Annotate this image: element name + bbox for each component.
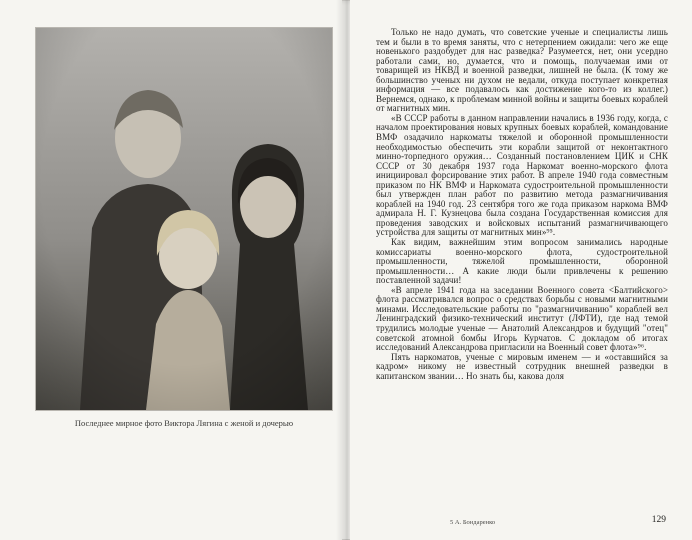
paragraph-1: Только не надо думать, что советские ученые и специалисты лишь тем и были в то время заняты, что с нетерпением ожидали: чего же еще новенького раздобудет для нас разведка? Разумеется, нет, они усердно работали сами, но, думается, что и помощь, получаемая ими от товарищей из НКВД и военной разведки, лишней не была. (К тому же большинство ученых ни духом не ведали, откуда поступает конкретная информация — все подавалось как достижение кого-то из коллег.) Вернемся, однако, к проблемам минной войны и защиты боевых кораблей от магнитных мин. xyxy=(376,27,668,114)
right-page xyxy=(350,0,692,540)
photo-caption: Последнее мирное фото Виктора Лягина с женой и дочерью xyxy=(74,418,294,428)
paragraph-3: Как видим, важнейшим этим вопросом занимались народные комиссариаты военно-морского флота, судостроительной промышленности, тяжелой промышленности, оборонной промышленности… А какие люди были привлечены к решению поставленной задачи! xyxy=(376,237,668,286)
paragraph-2: «В СССР работы в данном направлении начались в 1936 году, когда, с началом проектирования новых крупных боевых кораблей, командование ВМФ озадачило наркоматы тяжелой и оборонной промышленности необходимостью обеспечить эти корабли защитой от неконтактного минно-торпедного оружия… Созданный постановлением ЦИК и СНК СССР от 30 декабря 1937 года Наркомат военно-морского флота инициировал форсирование этих работ. В апреле 1940 года совместным приказом по НК ВМФ и Наркомата судостроительной промышленности был утвержден план работ по развитию метода размагничивания кораблей на 1940 год. 23 сентября того же года приказом наркома ВМФ адмирала Н. Г. Кузнецова была создана Государственная комиссия для проведения заводских и войсковых испытаний размагничивающего устройства для защиты от магнитных мин»⁹⁵. xyxy=(376,112,668,238)
left-page xyxy=(0,0,342,540)
family-photo-illustration xyxy=(36,28,332,410)
page-number: 129 xyxy=(651,515,666,525)
body-text xyxy=(376,28,668,381)
family-photo xyxy=(36,28,332,410)
paragraph-4: «В апреле 1941 года на заседании Военного совета <Балтийского> флота рассматривался вопрос о средствах борьбы с новыми магнитными минами. Исследовательские работы по "размагничиванию" кораблей вел Ленинградский физико-технический институт (ЛФТИ), где над темой трудились молодые ученые — Анатолий Александров и будущий "отец" советской атомной бомбы Игорь Курчатов. С докладом об итогах исследований Александрова пригласили на Военный совет флота»⁹⁶. xyxy=(376,284,668,353)
printer-signature-mark: 5 А. Бондаренко xyxy=(450,519,496,526)
paragraph-5: Пять наркоматов, ученые с мировым именем — и «оставшийся за кадром» никому не известный сотрудник внешней разведки в капитанском звании… Но знать бы, какова доля xyxy=(376,351,668,381)
